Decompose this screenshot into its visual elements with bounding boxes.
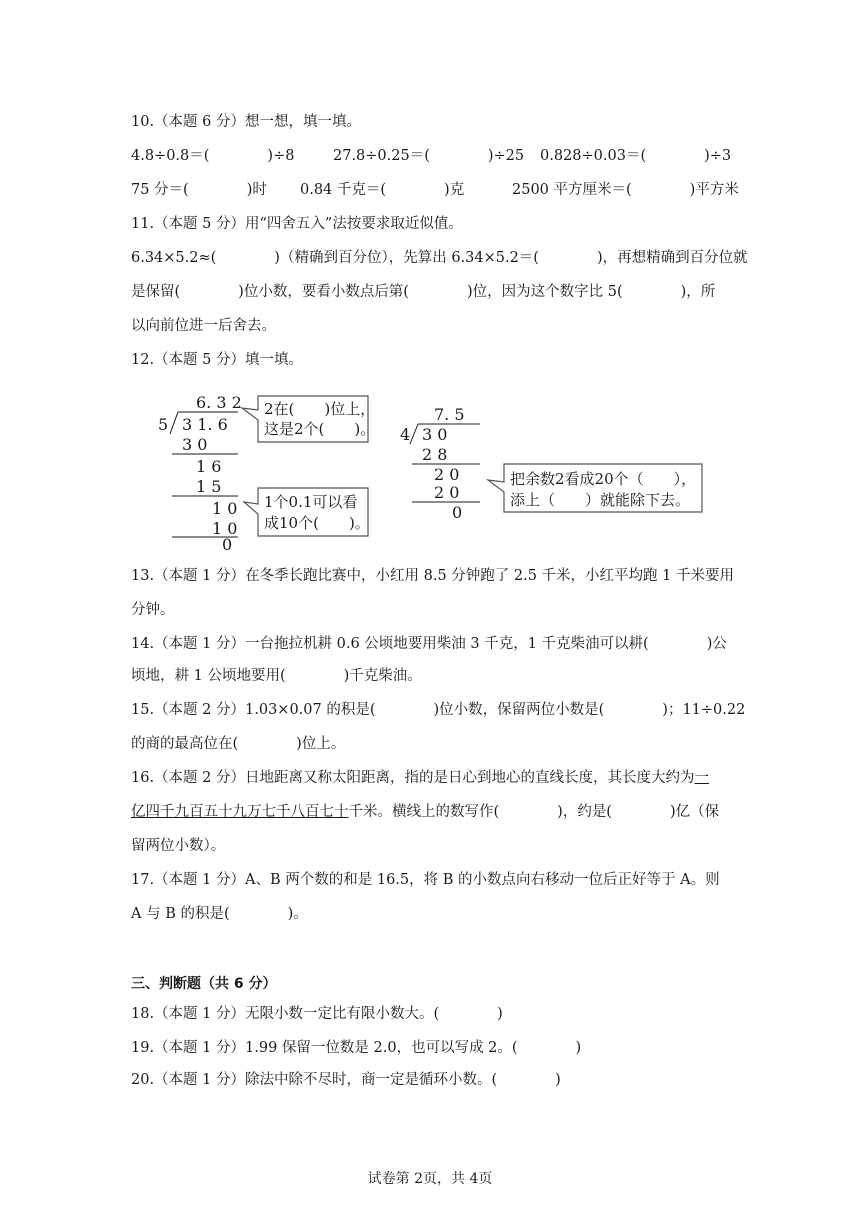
q16-line-2 <box>131 802 719 822</box>
q11-title: 11.（本题 5 分）用“四舍五入”法按要求取近似值。 <box>131 216 463 232</box>
q17-line-1: 17.（本题 1 分）A、B 两个数的和是 16.5，将 B 的小数点向右移动一位后正好等于 A。则 <box>131 872 720 888</box>
div1-divisor: 5 <box>158 415 169 434</box>
section-3-heading: 三、判断题（共 6 分） <box>131 976 277 992</box>
q10-item-6: 2500 平方厘米＝( )平方米 <box>512 182 739 198</box>
bubble-2-line-2: 成10个( )。 <box>264 514 370 532</box>
div1-step: 1 0 <box>212 519 238 538</box>
q11-line-3: 以向前位进一后舍去。 <box>131 318 276 334</box>
bubble-2 <box>244 488 370 536</box>
div2-step: 2 8 <box>422 445 448 464</box>
q14-line-2: 顷地，耕 1 公顷地要用( )千克柴油。 <box>131 668 422 684</box>
q16-line-3: 留两位小数）。 <box>131 838 226 854</box>
div2-quotient: 7. 5 <box>434 405 465 424</box>
q15-line-2: 的商的最高位在( )位上。 <box>131 736 346 752</box>
q17-line-2: A 与 B 的积是( )。 <box>131 906 308 922</box>
div2-step: 2 0 <box>434 465 460 484</box>
div2-divisor: 4 <box>400 425 411 444</box>
q18: 18.（本题 1 分）无限小数一定比有限小数大。( ) <box>131 1006 503 1022</box>
div1-step: 1 0 <box>212 499 238 518</box>
q16-line-2-text: 千米。横线上的数写作( )，约是( )亿（保 <box>348 804 720 820</box>
div1-step: 3 0 <box>182 435 208 454</box>
q11-line-2: 是保留( )位小数，要看小数点后第( )位，因为这个数字比 5( )，所 <box>131 284 716 300</box>
div2-dividend: 3 0 <box>422 425 448 444</box>
div1-step: 0 <box>222 535 233 550</box>
div1-dividend: 3 1. 6 <box>182 415 228 434</box>
bubble-1-line-1: 2在( )位上， <box>264 400 376 418</box>
bubble-3-line-2: 添上（ ）就能除下去。 <box>510 491 691 509</box>
q19: 19.（本题 1 分）1.99 保留一位数是 2.0，也可以写成 2。( ) <box>131 1040 582 1056</box>
div1-step: 1 5 <box>196 477 222 496</box>
bubble-3-line-1: 把余数2看成20个（ ）， <box>510 470 697 488</box>
q13-line-2: 分钟。 <box>131 602 175 618</box>
div1-quotient: 6. 3 2 <box>196 393 242 412</box>
q10-item-2: 27.8÷0.25＝( )÷25 <box>333 148 525 164</box>
q10-item-4: 75 分＝( )时 <box>131 182 267 198</box>
q16-line-1 <box>131 768 709 788</box>
q10-title: 10.（本题 6 分）想一想，填一填。 <box>131 114 362 130</box>
q16-underlined-number: 亿四千九百五十九万七千八百七十 <box>131 804 349 820</box>
q10-item-5: 0.84 千克＝( )克 <box>300 182 465 198</box>
q10-item-1: 4.8÷0.8＝( )÷8 <box>131 148 295 164</box>
bubble-1-line-2: 这是2个( )。 <box>264 420 376 438</box>
q11-line-1: 6.34×5.2≈( )（精确到百分位），先算出 6.34×5.2＝( )，再想精确到百分位就 <box>131 250 748 266</box>
q16-line-1-text: 16.（本题 2 分）日地距离又称太阳距离，指的是日心到地心的直线长度，其长度大约为 <box>131 770 695 786</box>
q16-underlined-number-start: 一 <box>694 770 710 786</box>
q15-line-1: 15.（本题 2 分）1.03×0.07 的积是( )位小数，保留两位小数是( )；11÷0.22 <box>131 702 746 718</box>
div2-step: 0 <box>452 503 463 522</box>
bubble-2-line-1: 1个0.1可以看 <box>264 493 358 511</box>
q13-line-1: 13.（本题 1 分）在冬季长跑比赛中，小红用 8.5 分钟跑了 2.5 千米，小红平均跑 1 千米要用 <box>131 568 735 584</box>
q12-division-figure <box>150 390 710 550</box>
page-footer: 试卷第 2页，共 4页 <box>367 1171 493 1187</box>
q14-line-1: 14.（本题 1 分）一台拖拉机耕 0.6 公顷地要用柴油 3 千克，1 千克柴油可以耕( )公 <box>131 636 727 652</box>
bubble-3 <box>488 464 702 512</box>
q20: 20.（本题 1 分）除法中除不尽时，商一定是循环小数。( ) <box>131 1072 561 1088</box>
div1-step: 1 6 <box>196 457 222 476</box>
bubble-1 <box>242 396 375 442</box>
div2-step: 2 0 <box>434 483 460 502</box>
q12-title: 12.（本题 5 分）填一填。 <box>131 352 304 368</box>
q10-item-3: 0.828÷0.03＝( )÷3 <box>540 148 732 164</box>
